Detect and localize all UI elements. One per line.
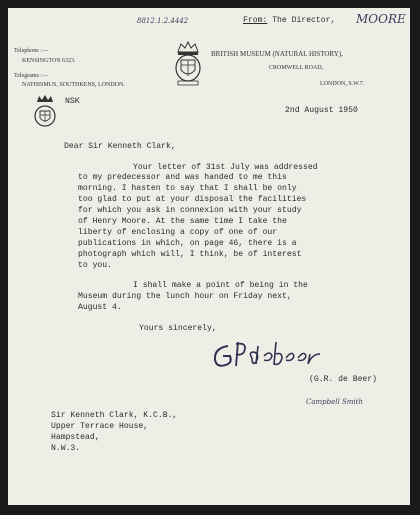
body-line: August 4.: [78, 303, 122, 312]
telephone-number: KENSINGTON 6323.: [22, 58, 76, 64]
recipient-line: Hampstead,: [51, 433, 100, 442]
body-line: photograph which will, I think, be of interest: [78, 250, 302, 259]
telegrams-label: Telegrams :—: [14, 73, 49, 79]
body-line: Your letter of 31st July was addressed: [133, 163, 318, 172]
body-line: morning. I hasten to say that I shall be only: [78, 184, 297, 193]
institution-name: BRITISH MUSEUM (NATURAL HISTORY),: [211, 50, 343, 58]
body-line: publications in which, on page 46, there is a: [78, 239, 297, 248]
institution-street: CROMWELL ROAD,: [269, 65, 324, 71]
recipient-line: Upper Terrace House,: [51, 422, 149, 431]
letter-date: 2nd August 1950: [285, 106, 358, 115]
pencil-annotation: Campbell Smith: [306, 398, 363, 406]
body-line: I shall make a point of being in the: [133, 281, 308, 290]
royal-crest-emblem: [172, 38, 204, 88]
salutation: Dear Sir Kenneth Clark,: [64, 142, 176, 151]
body-line: to my predecessor and was handed to me this: [78, 173, 287, 182]
telegrams-address: NATHISMUS, SOUTHKENS, LONDON.: [22, 82, 125, 88]
handwritten-name: MOORE: [356, 12, 406, 26]
typed-signature: (G.R. de Beer): [309, 375, 377, 384]
body-line: too glad to put at your disposal the facilities: [78, 195, 307, 204]
from-line: [243, 16, 335, 25]
closing: Yours sincerely,: [139, 324, 217, 333]
from-label: From:: [243, 16, 268, 25]
letter-page: [8, 8, 410, 505]
body-line: Museum during the lunch hour on Friday next,: [78, 292, 292, 301]
archive-reference: 8812.1.2.4442: [137, 17, 189, 25]
body-line: for which you ask in connexion with your study: [78, 206, 302, 215]
recipient-line: N.W.3.: [51, 444, 81, 453]
body-line: to you.: [78, 261, 112, 270]
recipient-line: Sir Kenneth Clark, K.C.B.,: [51, 411, 178, 420]
telephone-label: Telephone :—: [14, 48, 49, 54]
from-value: The Director,: [272, 16, 336, 25]
body-line: of Henry Moore. At the same time I take the: [78, 217, 287, 226]
body-line: liberty of enclosing a copy of one of our: [78, 228, 278, 237]
museum-crest-icon: [32, 92, 58, 132]
handwritten-signature: [208, 336, 338, 376]
institution-city: LONDON, S.W.7.: [320, 81, 365, 87]
reference-initials: NSK: [65, 97, 80, 106]
